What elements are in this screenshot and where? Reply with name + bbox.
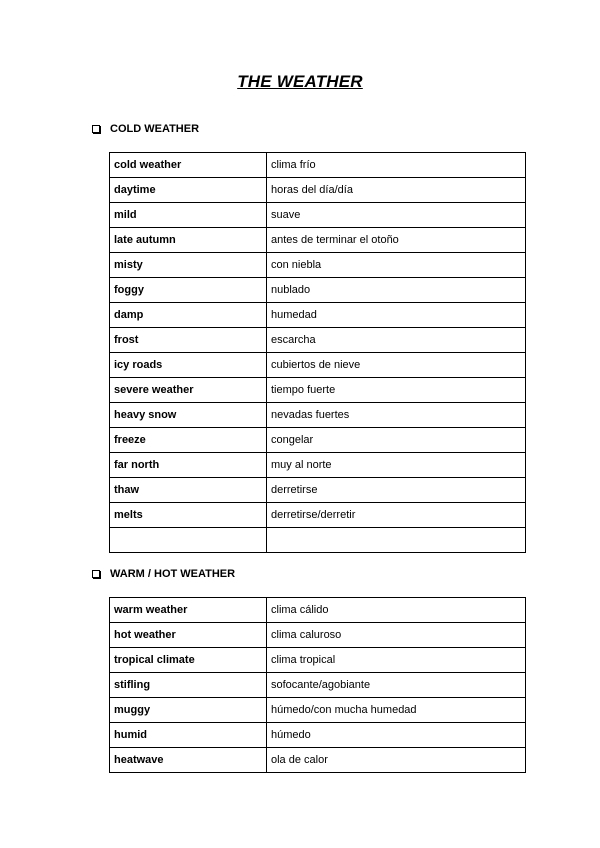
spanish-translation-cell: húmedo/con mucha humedad: [267, 698, 526, 723]
section-heading-label: WARM / HOT WEATHER: [110, 568, 236, 580]
table-row: [110, 528, 526, 553]
english-term-cell: damp: [110, 303, 267, 328]
table-row: [110, 253, 526, 278]
english-term-cell: frost: [110, 328, 267, 353]
english-term-cell: stifling: [110, 673, 267, 698]
table-row: [110, 228, 526, 253]
table-row: [110, 153, 526, 178]
section-heading-cold-weather: [90, 123, 199, 135]
table-row: [110, 478, 526, 503]
checkbox-bullet-icon: [92, 125, 100, 133]
spanish-translation-cell: nevadas fuertes: [267, 403, 526, 428]
english-term-cell: icy roads: [110, 353, 267, 378]
table-row: [110, 723, 526, 748]
table-row: [110, 428, 526, 453]
english-term-cell: daytime: [110, 178, 267, 203]
table-row: [110, 378, 526, 403]
spanish-translation-cell: ola de calor: [267, 748, 526, 773]
section-heading-warm-hot-weather: [90, 568, 235, 580]
spanish-translation-cell: derretirse/derretir: [267, 503, 526, 528]
page-title: THE WEATHER: [237, 72, 363, 91]
spanish-translation-cell: antes de terminar el otoño: [267, 228, 526, 253]
table-row: [110, 673, 526, 698]
english-term-cell: far north: [110, 453, 267, 478]
spanish-translation-cell: clima frío: [267, 153, 526, 178]
table-row: [110, 303, 526, 328]
table-row: [110, 453, 526, 478]
spanish-translation-cell: con niebla: [267, 253, 526, 278]
english-term-cell: freeze: [110, 428, 267, 453]
english-term-cell: thaw: [110, 478, 267, 503]
english-term-cell: [110, 528, 267, 553]
spanish-translation-cell: clima tropical: [267, 648, 526, 673]
table-row: [110, 353, 526, 378]
spanish-translation-cell: derretirse: [267, 478, 526, 503]
spanish-translation-cell: clima caluroso: [267, 623, 526, 648]
spanish-translation-cell: escarcha: [267, 328, 526, 353]
english-term-cell: severe weather: [110, 378, 267, 403]
spanish-translation-cell: nublado: [267, 278, 526, 303]
english-term-cell: melts: [110, 503, 267, 528]
table-row: [110, 178, 526, 203]
spanish-translation-cell: horas del día/día: [267, 178, 526, 203]
spanish-translation-cell: clima cálido: [267, 598, 526, 623]
spanish-translation-cell: cubiertos de nieve: [267, 353, 526, 378]
english-term-cell: cold weather: [110, 153, 267, 178]
table-row: [110, 698, 526, 723]
english-term-cell: mild: [110, 203, 267, 228]
spanish-translation-cell: sofocante/agobiante: [267, 673, 526, 698]
english-term-cell: humid: [110, 723, 267, 748]
english-term-cell: muggy: [110, 698, 267, 723]
table-row: [110, 748, 526, 773]
english-term-cell: foggy: [110, 278, 267, 303]
spanish-translation-cell: [267, 528, 526, 553]
section-heading-label: COLD WEATHER: [110, 123, 200, 135]
english-term-cell: warm weather: [110, 598, 267, 623]
spanish-translation-cell: congelar: [267, 428, 526, 453]
table-row: [110, 503, 526, 528]
table-row: [110, 598, 526, 623]
english-term-cell: hot weather: [110, 623, 267, 648]
spanish-translation-cell: tiempo fuerte: [267, 378, 526, 403]
cold-weather-vocabulary-table: [109, 152, 526, 553]
checkbox-bullet-icon: [92, 570, 100, 578]
table-row: [110, 278, 526, 303]
table-row: [110, 403, 526, 428]
spanish-translation-cell: humedad: [267, 303, 526, 328]
english-term-cell: late autumn: [110, 228, 267, 253]
english-term-cell: heavy snow: [110, 403, 267, 428]
spanish-translation-cell: muy al norte: [267, 453, 526, 478]
english-term-cell: misty: [110, 253, 267, 278]
english-term-cell: tropical climate: [110, 648, 267, 673]
table-row: [110, 203, 526, 228]
english-term-cell: heatwave: [110, 748, 267, 773]
table-row: [110, 648, 526, 673]
table-row: [110, 328, 526, 353]
warm-weather-vocabulary-table: [109, 597, 526, 773]
spanish-translation-cell: húmedo: [267, 723, 526, 748]
table-row: [110, 623, 526, 648]
spanish-translation-cell: suave: [267, 203, 526, 228]
